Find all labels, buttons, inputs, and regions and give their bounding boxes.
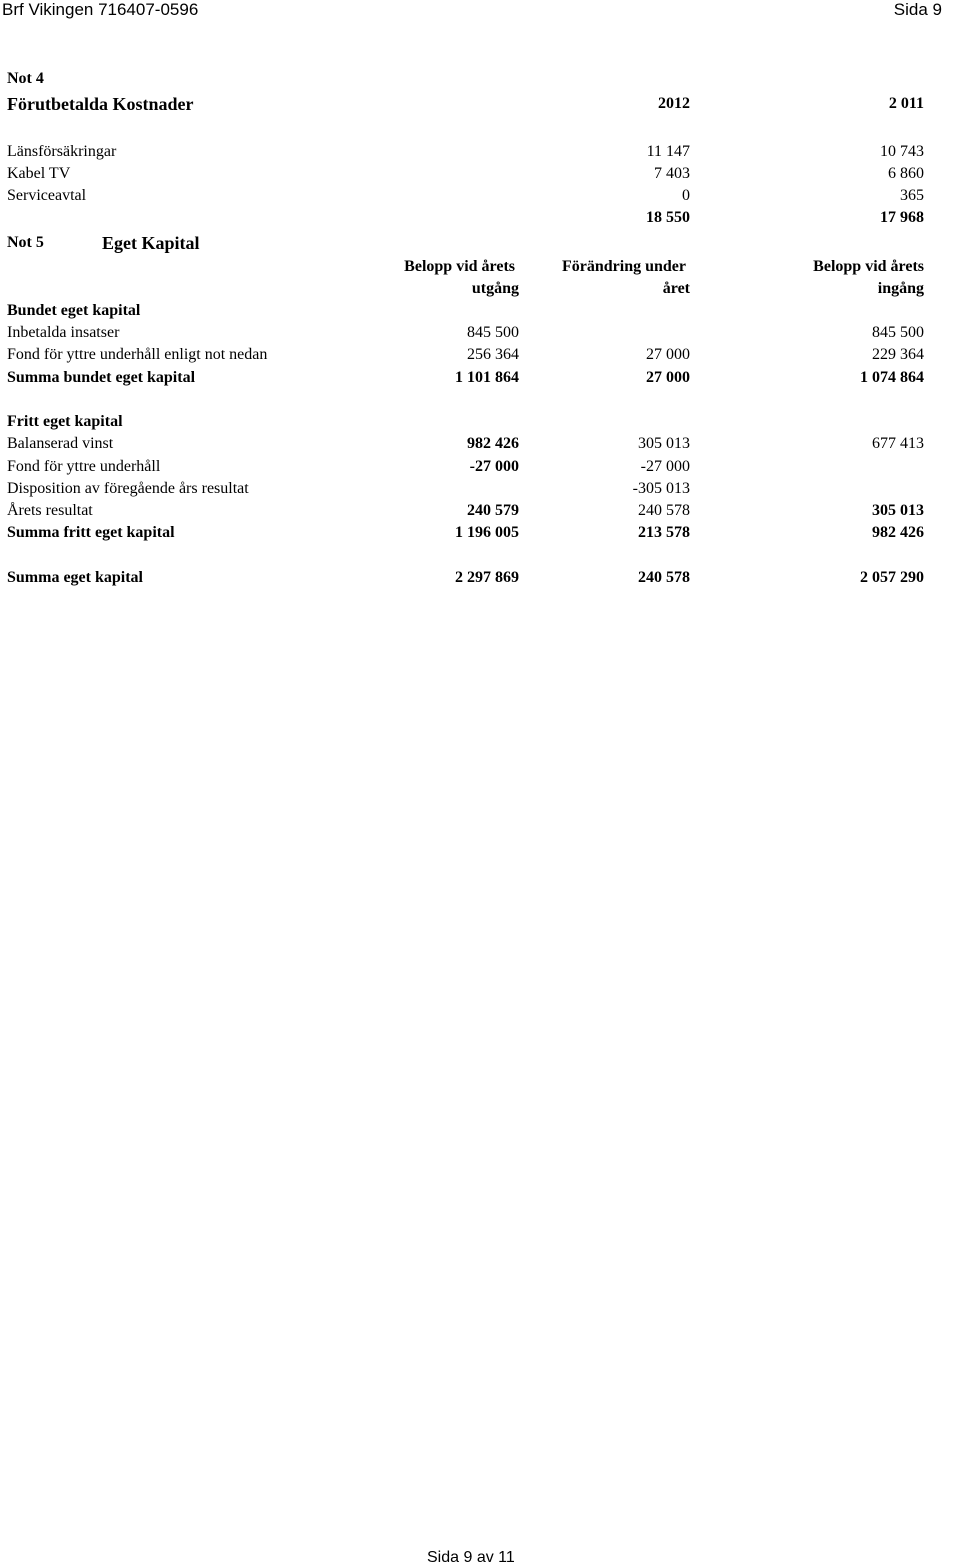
bundet-row-c3: 229 364	[872, 346, 924, 363]
bundet-row-label: Inbetalda insatser	[7, 324, 120, 341]
bundet-row-c1: 256 364	[467, 346, 519, 363]
fritt-row-c3: 677 413	[872, 435, 924, 452]
fritt-row-label: Disposition av föregående års resultat	[7, 480, 249, 497]
not4-row-label: Kabel TV	[7, 165, 71, 182]
bundet-sum-c3: 1 074 864	[860, 369, 924, 386]
not4-row-2011: 365	[900, 187, 924, 204]
not5-header-c2-line1: Förändring under	[561, 258, 686, 275]
not5-number: Not 5	[7, 234, 44, 251]
fritt-row-c2: 305 013	[638, 435, 690, 452]
fritt-row-label: Årets resultat	[7, 502, 93, 519]
not4-col-2012: 2012	[658, 95, 690, 112]
not4-col-2011: 2 011	[888, 95, 924, 112]
bundet-row-label: Fond för yttre underhåll enligt not nedan	[7, 346, 268, 363]
not5-header-c2-line2: året	[662, 280, 690, 297]
fritt-row-c3: 305 013	[872, 502, 924, 519]
not4-total-2012: 18 550	[646, 209, 690, 226]
total-eget-kapital-c2: 240 578	[638, 569, 690, 586]
fritt-row-c1: 240 579	[467, 502, 519, 519]
not5-header-c3-line2: ingång	[877, 280, 924, 297]
not4-row-2011: 10 743	[880, 143, 924, 160]
not4-title: Förutbetalda Kostnader	[7, 94, 194, 114]
not4-total-2011: 17 968	[880, 209, 924, 226]
fritt-row-c2: -27 000	[640, 458, 690, 475]
bundet-sum-label: Summa bundet eget kapital	[7, 369, 196, 386]
not5-header-c1-line2: utgång	[471, 280, 519, 297]
total-eget-kapital-c3: 2 057 290	[860, 569, 924, 586]
not5-header-c1-line1: Belopp vid årets	[404, 258, 515, 275]
bundet-row-c3: 845 500	[872, 324, 924, 341]
fritt-row-c2: -305 013	[632, 480, 690, 497]
bundet-heading: Bundet eget kapital	[7, 302, 141, 319]
total-eget-kapital-c1: 2 297 869	[455, 569, 519, 586]
footer-page-indicator: Sida 9 av 11	[427, 1549, 515, 1566]
fritt-sum-label: Summa fritt eget kapital	[7, 524, 175, 541]
header-document-title: Brf Vikingen 716407-0596	[2, 0, 199, 19]
not5-title: Eget Kapital	[102, 233, 200, 253]
fritt-row-c1: 982 426	[467, 435, 519, 452]
header-page-number: Sida 9	[893, 0, 942, 19]
bundet-row-c1: 845 500	[467, 324, 519, 341]
fritt-row-c1: -27 000	[469, 458, 519, 475]
fritt-heading: Fritt eget kapital	[7, 413, 123, 430]
fritt-row-label: Balanserad vinst	[7, 435, 114, 452]
not4-row-label: Länsförsäkringar	[7, 143, 117, 160]
fritt-sum-c3: 982 426	[872, 524, 924, 541]
not4-number: Not 4	[7, 70, 44, 87]
bundet-sum-c2: 27 000	[646, 369, 690, 386]
total-eget-kapital-label: Summa eget kapital	[7, 569, 143, 586]
fritt-sum-c2: 213 578	[638, 524, 690, 541]
fritt-sum-c1: 1 196 005	[455, 524, 519, 541]
fritt-row-label: Fond för yttre underhåll	[7, 458, 161, 475]
not4-row-2012: 0	[682, 187, 690, 204]
not5-header-c3-line1: Belopp vid årets	[813, 258, 924, 275]
not4-row-2012: 11 147	[646, 143, 690, 160]
bundet-row-c2: 27 000	[646, 346, 690, 363]
not4-row-2012: 7 403	[654, 165, 690, 182]
not4-row-label: Serviceavtal	[7, 187, 87, 204]
not4-row-2011: 6 860	[888, 165, 924, 182]
fritt-row-c2: 240 578	[638, 502, 690, 519]
bundet-sum-c1: 1 101 864	[455, 369, 519, 386]
